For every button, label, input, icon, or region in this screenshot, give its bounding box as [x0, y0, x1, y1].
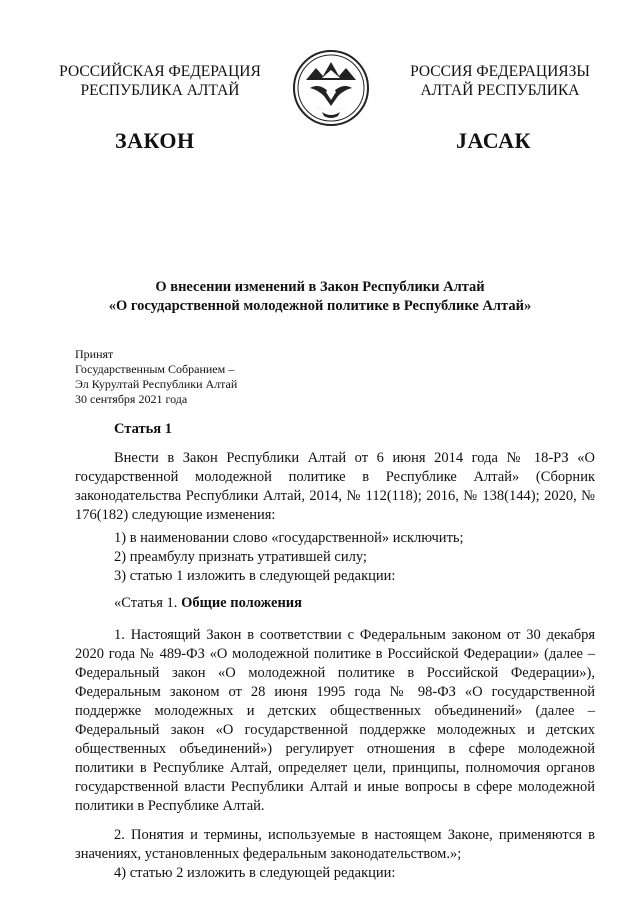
quoted-article-prefix: «Статья 1. — [114, 595, 182, 611]
quoted-article-heading — [75, 594, 595, 613]
list-item-1: 1) в наименовании слово «государственной» исключить; — [114, 530, 464, 546]
paragraph-1: 1. Настоящий Закон в соответствии с Федеральным законом от 30 декабря 2020 года № 489-ФЗ «О молодежной политике в Российской Федерации» (далее – Федеральный закон «О молодежной политике в Российской Федерации»), Федеральным законом от 28 июня 1995 года № 98-ФЗ «О государственной поддержке молодежных и детских общественных объединений» (далее – Федеральный закон «О государственной поддержке молодежных и детских общественных объединений») регулирует отношения в сфере молодежной политики в Республике Алтай, определяет цели, принципы, полномочия органов государственной власти Республики Алтай и иные вопросы в сфере молодежной политики в Республике Алтай. — [75, 627, 595, 814]
header-right — [380, 62, 620, 100]
header-right-line1: РОССИЯ ФЕДЕРАЦИЯЗЫ — [410, 63, 590, 80]
header-left-line1: РОССИЙСКАЯ ФЕДЕРАЦИЯ — [59, 63, 261, 80]
list-item-4: 4) статью 2 изложить в следующей редакции: — [114, 865, 396, 881]
adoption-line1: Принят — [75, 347, 114, 361]
intro-paragraph: Внести в Закон Республики Алтай от 6 июня 2014 года № 18-РЗ «О государственной молодежной политике в Республике Алтай» (Сборник законодательства Республики Алтай, 2014, № 112(118); 2016, № 138(144); 2020, № 176(182) следующие изменения: — [75, 450, 595, 523]
article-heading: Статья 1 — [114, 421, 172, 437]
document-body — [75, 420, 595, 883]
document-title-line2: «О государственной молодежной политике в Республике Алтай» — [108, 298, 532, 314]
adoption-block — [75, 347, 237, 407]
header-left — [40, 62, 280, 100]
adoption-line3: Эл Курултай Республики Алтай — [75, 377, 238, 391]
paragraph-2: 2. Понятия и термины, используемые в настоящем Законе, применяются в значениях, установленных федеральным законодательством.»; — [75, 827, 595, 862]
header-right-line2: АЛТАЙ РЕСПУБЛИКА — [420, 82, 580, 99]
list-item-3: 3) статью 1 изложить в следующей редакции: — [114, 568, 396, 584]
document-title-line1: О внесении изменений в Закон Республики Алтай — [155, 279, 485, 295]
law-title-altai: ЈАСАК — [456, 128, 531, 153]
quoted-article-title: Общие положения — [181, 595, 302, 611]
list-item-2: 2) преамбулу признать утратившей силу; — [114, 549, 367, 565]
coat-of-arms-icon — [292, 48, 370, 128]
law-title-russian: ЗАКОН — [115, 128, 195, 153]
header-left-line2: РЕСПУБЛИКА АЛТАЙ — [80, 82, 240, 99]
document-title — [60, 278, 580, 316]
adoption-line2: Государственным Собранием – — [75, 362, 235, 376]
adoption-date: 30 сентября 2021 года — [75, 392, 188, 406]
